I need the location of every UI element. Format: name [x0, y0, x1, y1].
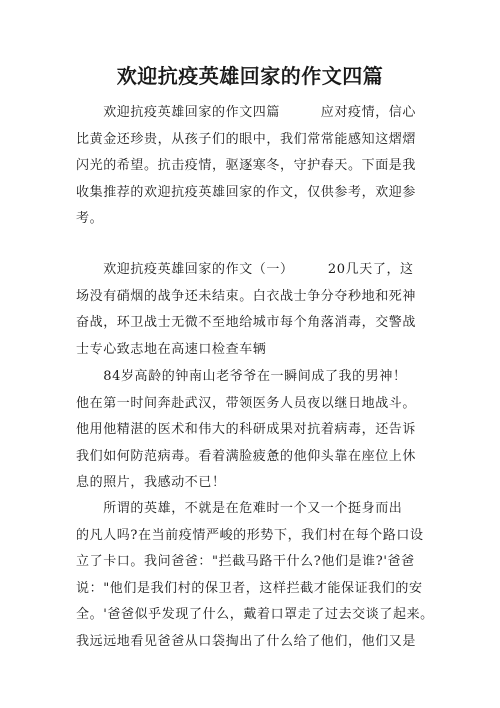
- document-title: 欢迎抗疫英雄回家的作文四篇: [116, 64, 384, 88]
- text-line: 84岁高龄的钟南山老爷爷在一瞬间成了我的男神！: [76, 369, 407, 384]
- text-line: 奋战，环卫战士无微不至地给城市每个角落消毒，交警战: [76, 315, 417, 331]
- text-line: 考。: [76, 211, 104, 227]
- text-line: 士专心致志地在高速口检查车辆: [76, 341, 267, 357]
- text-line: 比黄金还珍贵，从孩子们的眼中，我们常常能感知这熠熠: [76, 131, 417, 147]
- hero-paragraph: [76, 496, 434, 656]
- text-line: 闪光的希望。抗击疫情，驱逐寒冬，守护春天。下面是我: [76, 158, 417, 174]
- text-line: 我远远地看见爸爸从口袋掏出了什么给了他们，他们又是: [76, 633, 417, 649]
- text-line: 收集推荐的欢迎抗疫英雄回家的作文，仅供参考，欢迎参: [76, 184, 417, 200]
- intro-paragraph: [76, 100, 428, 233]
- text-line: 说："他们是我们村的保卫者，这样拦截才能保证我们的安: [76, 580, 423, 596]
- zhong-nanshan-paragraph: [76, 364, 428, 497]
- text-line: 场没有硝烟的战争还未结束。白衣战士争分夺秒地和死神: [76, 288, 417, 304]
- text-line: 欢迎抗疫英雄回家的作文（一） 20几天了，这: [76, 262, 414, 277]
- text-line: 的凡人吗?在当前疫情严峻的形势下，我们村在每个路口设: [76, 527, 424, 543]
- text-line: 欢迎抗疫英雄回家的作文四篇 应对疫情，信心: [76, 105, 417, 120]
- text-line: 全。'爸爸似乎发现了什么，戴着口罩走了过去交谈了起来。: [76, 607, 434, 623]
- essay-one-paragraph: [76, 257, 428, 363]
- text-line: 所谓的英雄，不就是在危难时一个又一个挺身而出: [76, 501, 403, 516]
- text-line: 息的照片，我感动不已！: [76, 475, 226, 491]
- text-line: 立了卡口。我问爸爸："拦截马路干什么?他们是谁?'爸爸: [76, 554, 415, 570]
- text-line: 他在第一时间奔赴武汉，带领医务人员夜以继日地战斗。: [76, 395, 417, 411]
- text-line: 我们如何防范病毒。看着满脸疲惫的他仰头靠在座位上休: [76, 448, 417, 464]
- text-line: 他用他精湛的医术和伟大的科研成果对抗着病毒，还告诉: [76, 422, 417, 438]
